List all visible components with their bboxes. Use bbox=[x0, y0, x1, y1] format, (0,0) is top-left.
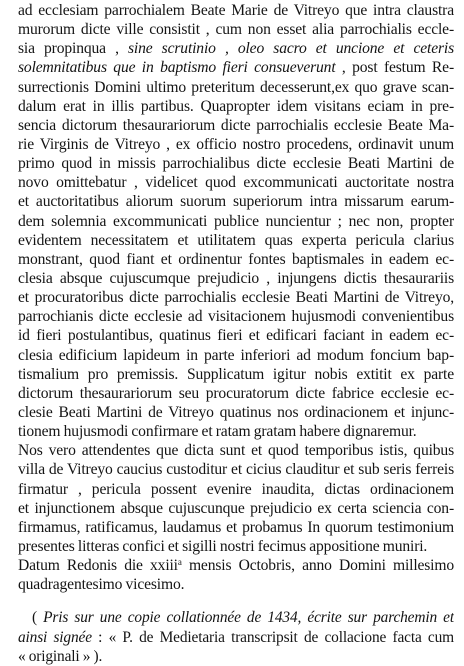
text-span: murorum dicte ville consistit , cum non esset alia parrochialis eccle- bbox=[18, 21, 454, 39]
text-line bbox=[18, 39, 454, 58]
text-span: sia propinqua , bbox=[18, 40, 128, 58]
text-span: surrectionis Domini ultimo preteritum decesserunt,ex quo grave scan- bbox=[18, 78, 454, 96]
text-span: et procuratoribus dicte parrochialis ecclesie Beati Martini de Vitreyo, bbox=[18, 289, 454, 307]
text-line bbox=[18, 346, 454, 365]
text-line bbox=[18, 154, 454, 173]
text-line bbox=[18, 499, 454, 518]
text-span: : « P. de Medietaria transcripsit de collacione facta cum bbox=[91, 628, 454, 646]
text-line bbox=[18, 231, 454, 250]
paragraph-gap bbox=[18, 594, 454, 608]
text-span: primo quod in missis parrochialibus dicte ecclesie Beati Martini de bbox=[18, 155, 454, 173]
text-span: firmamus, ratificamus, laudamus et probamus In quorum testimonium bbox=[18, 518, 454, 536]
text-span: et auctoritatibus aliorum suorum superiorum intra missarum earum- bbox=[18, 193, 454, 211]
text-span: tismalium pro premissis. Supplicatum igitur nobis extitit ex parte bbox=[18, 365, 454, 383]
italic-span: sine scrutinio , oleo sacro et uncione et ceteris bbox=[128, 40, 454, 58]
note-line bbox=[18, 628, 454, 647]
text-span: clesia absque cujuscumque prejudicio , injungens dictis thesaurariis bbox=[18, 269, 454, 287]
text-line bbox=[18, 135, 454, 154]
superscript-a: a bbox=[177, 557, 182, 568]
text-line bbox=[18, 537, 454, 556]
text-span: firmatur , pericula possent evenire inaudita, dictas ordinacionem bbox=[18, 480, 454, 498]
text-line bbox=[18, 78, 454, 97]
text-line bbox=[18, 575, 454, 594]
text-line bbox=[18, 403, 454, 422]
text-span: quadragentesimo vicesimo. bbox=[18, 576, 185, 594]
text-span: monstrant, quod fiant et ordinentur fontes baptismales in eadem ec- bbox=[18, 250, 454, 268]
note-open-paren: ( bbox=[32, 609, 44, 627]
text-line bbox=[18, 326, 454, 345]
source-note bbox=[18, 608, 454, 665]
italic-span: Pris sur une copie collationnée de 1434, écrite sur parchemin et bbox=[43, 609, 454, 627]
italic-span: ainsi signée bbox=[18, 628, 92, 646]
text-line bbox=[18, 20, 454, 39]
text-line bbox=[18, 307, 454, 326]
text-line bbox=[18, 441, 454, 460]
text-span: sencia dictorum thesaurariorum dicte parrochialis ecclesie Beate Ma- bbox=[18, 116, 454, 134]
text-span: mensis Octobris, anno Domini millesimo bbox=[181, 557, 454, 575]
text-line bbox=[18, 1, 454, 20]
text-line bbox=[18, 556, 454, 575]
text-span: presentes litteras confici et sigilli nostri fecimus appositione muniri. bbox=[18, 537, 428, 555]
text-line bbox=[18, 365, 454, 384]
text-span: Nos vero attendentes que dicta sunt et quod temporibus istis, quibus bbox=[18, 442, 454, 460]
text-line bbox=[18, 116, 454, 135]
text-span: dem solemnia excommunicati publice nuncientur ; nec non, propter bbox=[18, 212, 454, 230]
text-span: Datum Redonis die xxiii bbox=[18, 557, 178, 575]
text-span: villa de Vitreyo caucius custoditur et cicius clauditur et sub seris ferreis bbox=[18, 461, 454, 479]
text-span: evidentem necessitatem et utilitatem quas experta pericula clarius bbox=[18, 231, 454, 249]
charter-text bbox=[18, 1, 454, 594]
text-span: clesia edificium lapideum in parte inferiori ad modum foncium bap- bbox=[18, 346, 454, 364]
text-line bbox=[18, 58, 454, 77]
text-span: tionem hujusmodi confirmare et ratam gratam habere dignaremur. bbox=[18, 423, 417, 441]
document-page bbox=[18, 1, 454, 666]
text-line bbox=[18, 384, 454, 403]
text-span: parrochianis dicte ecclesie ad visitacionem hujusmodi convenientibus bbox=[18, 308, 454, 326]
italic-span: solemnitatibus que in baptismo fieri consueverunt bbox=[18, 59, 336, 77]
text-line bbox=[18, 173, 454, 192]
note-line bbox=[18, 647, 454, 666]
text-span: ad ecclesiam parrochialem Beate Marie de Vitreyo que intra claustra bbox=[18, 2, 454, 19]
text-span: id fieri postulantibus, quatinus fieri et edificari faciant in eadem ec- bbox=[18, 327, 454, 345]
text-line bbox=[18, 460, 454, 479]
text-span: clesie Beati Martini de Vitreyo quatinus nos ordinacionem et injunc- bbox=[18, 403, 454, 421]
text-span: novo omittebatur , videlicet quod excommunicati auctoritate nostra bbox=[18, 174, 454, 192]
text-span: dalum erat in illis partibus. Quapropter idem visitans eciam in pre- bbox=[18, 97, 454, 115]
note-line bbox=[18, 608, 454, 627]
text-line bbox=[18, 518, 454, 537]
text-line bbox=[18, 192, 454, 211]
text-span: « originali » ). bbox=[18, 647, 103, 665]
text-line bbox=[18, 269, 454, 288]
text-line bbox=[18, 250, 454, 269]
text-line bbox=[18, 480, 454, 499]
text-span: rie Virginis de Vitreyo , ex officio nostro procedens, ordinavit unum bbox=[18, 135, 454, 153]
text-line bbox=[18, 97, 454, 116]
text-line bbox=[18, 288, 454, 307]
text-span: dictorum thesaurariorum seu procuratorum dicte fabrice ecclesie ec- bbox=[18, 384, 454, 402]
text-span: , post festum Re- bbox=[335, 59, 454, 77]
text-line bbox=[18, 212, 454, 231]
text-line bbox=[18, 422, 454, 441]
text-span: et injunctionem absque cujuscunque prejudicio ex certa sciencia con- bbox=[18, 499, 454, 517]
